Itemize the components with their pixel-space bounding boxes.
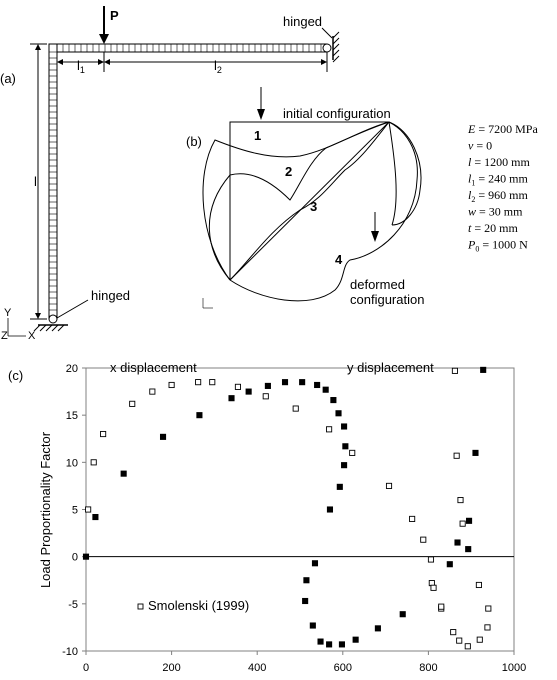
data-point-open [210, 380, 215, 385]
curve-number-3: 3 [310, 199, 318, 214]
top-hinge-icon [323, 44, 331, 52]
data-point-open [293, 406, 298, 411]
data-point-filled [341, 463, 346, 468]
x-tick-label: 400 [248, 662, 267, 674]
data-point-filled [246, 389, 251, 394]
data-point-open [421, 537, 426, 542]
data-point-filled [312, 561, 317, 566]
data-point-open [410, 516, 415, 521]
data-point-open [235, 384, 240, 389]
vertical-column [49, 44, 57, 319]
bottom-hinge-label: hinged [91, 288, 131, 303]
curve-number-2: 2 [285, 164, 293, 179]
annotation-y-displacement: y displacement [347, 360, 434, 375]
y-tick-label: -5 [68, 598, 78, 611]
data-point-filled [265, 383, 270, 388]
top-hinge-leader [322, 28, 332, 38]
deformed-curve-2 [209, 122, 389, 280]
data-point-open [386, 483, 391, 488]
data-point-open [477, 637, 482, 642]
dim-l1-arrow-left [57, 59, 63, 65]
data-point-filled [455, 540, 460, 545]
data-point-filled [327, 642, 332, 647]
data-point-filled [121, 471, 126, 476]
property-row: $l_1 = 240$ mm [468, 171, 528, 188]
data-point-filled [229, 396, 234, 401]
x-tick-label: 0 [82, 662, 90, 674]
data-point-open [485, 625, 490, 630]
dim-l2-label: $l_2$ [214, 58, 222, 75]
y-tick-label: 15 [65, 410, 78, 423]
property-row: E = 7200 MPa [468, 122, 538, 136]
deformed-label-line-1: deformed [350, 277, 405, 292]
data-point-open [91, 460, 96, 465]
data-point-filled [282, 380, 287, 385]
material-properties [467, 122, 538, 254]
data-point-filled [310, 623, 315, 628]
y-tick-label: 10 [65, 457, 78, 470]
data-point-open [431, 585, 436, 590]
data-point-filled [327, 507, 332, 512]
bottom-hinge-icon [49, 315, 57, 323]
property-row: $P_0 = 1000$ N [468, 237, 528, 254]
y-tick-label: 20 [65, 363, 78, 375]
data-point-open [452, 368, 457, 373]
property-row: ν = 0 [468, 138, 493, 153]
data-point-filled [197, 413, 202, 418]
data-point-open [428, 557, 433, 562]
data-point-open [169, 382, 174, 387]
data-point-open [460, 521, 465, 526]
triad-x-label: X [28, 330, 36, 342]
data-point-filled [343, 444, 348, 449]
legend-marker-open-square [138, 604, 143, 609]
deformed-curve-1 [203, 122, 389, 280]
dim-l-arrow-bottom [35, 313, 41, 319]
dim-l2-arrow-right [321, 59, 327, 65]
y-tick-label: -10 [62, 646, 78, 658]
data-point-filled [83, 554, 88, 559]
dim-l2-arrow-left [104, 59, 110, 65]
deformed-label-line-2: configuration [350, 292, 425, 307]
annotation-x-displacement: x displacement [110, 360, 197, 375]
data-point-filled [331, 397, 336, 402]
data-point-filled [375, 626, 380, 631]
data-point-open [458, 497, 463, 502]
data-point-filled [323, 387, 328, 392]
data-point-filled [481, 367, 486, 372]
initial-configuration-label: initial configuration [283, 106, 391, 121]
data-point-open [457, 638, 462, 643]
data-point-filled [339, 642, 344, 647]
data-point-open [350, 450, 355, 455]
data-point-open [439, 604, 444, 609]
top-hinge-label: hinged [283, 14, 323, 29]
panel-c-label: (c) [8, 368, 24, 383]
data-point-filled [466, 518, 471, 523]
curve-number-4: 4 [335, 252, 343, 267]
data-point-filled [400, 612, 405, 617]
initial-load-arrow-head [257, 109, 265, 120]
y-tick-label: 5 [71, 504, 78, 517]
data-point-filled [300, 380, 305, 385]
data-point-filled [341, 424, 346, 429]
y-axis-label: Load Proportionality Factor [38, 431, 53, 589]
data-point-open [263, 394, 268, 399]
data-point-open [476, 582, 481, 587]
triad-z-label: Z [1, 330, 8, 342]
top-support-hatch [333, 32, 339, 62]
curve-numbers [254, 128, 343, 267]
data-point-open [196, 380, 201, 385]
property-row: w = 30 mm [468, 204, 523, 219]
y-axis-ticks [62, 363, 86, 658]
data-point-open [101, 431, 106, 436]
x-tick-label: 200 [162, 662, 181, 674]
data-point-open [150, 389, 155, 394]
data-point-open [486, 606, 491, 611]
data-point-filled [318, 639, 323, 644]
dim-l1-label: $l_1$ [77, 58, 85, 75]
curve-number-1: 1 [254, 128, 262, 143]
bottom-hinge-leader [57, 300, 88, 318]
property-row: $l_2 = 960$ mm [468, 188, 528, 204]
data-point-open [451, 630, 456, 635]
data-point-filled [315, 382, 320, 387]
load-arrow-head [99, 34, 109, 44]
data-point-filled [304, 578, 309, 583]
data-point-filled [337, 484, 342, 489]
x-tick-label: 800 [419, 662, 438, 674]
chart-points [83, 367, 491, 649]
data-point-open [465, 644, 470, 649]
data-point-open [454, 453, 459, 458]
data-point-open [86, 507, 91, 512]
dimension-l [30, 44, 47, 319]
legend-label: Smolenski (1999) [148, 598, 250, 613]
load-label: P [110, 8, 119, 23]
property-row: t = 20 mm [468, 221, 518, 235]
dim-l1-arrow-right [98, 59, 104, 65]
panel-b-label: (b) [186, 134, 202, 149]
x-tick-label: 600 [333, 662, 352, 674]
bottom-support-hatch [34, 325, 64, 331]
data-point-filled [336, 411, 341, 416]
data-point-filled [303, 598, 308, 603]
x-tick-label: 1000 [501, 662, 527, 674]
data-point-filled [447, 562, 452, 567]
property-row: l = 1200 mm [468, 155, 530, 169]
data-point-filled [466, 547, 471, 552]
dim-l-arrow-top [35, 44, 41, 50]
data-point-filled [93, 514, 98, 519]
data-point-filled [473, 450, 478, 455]
triad-y-label: Y [4, 307, 12, 319]
deformed-curve-4-right [389, 122, 421, 225]
dim-l-label: l [34, 174, 37, 189]
x-axis-ticks [83, 651, 526, 674]
data-point-open [327, 427, 332, 432]
panel-c [8, 360, 526, 674]
y-tick-label: 0 [71, 551, 78, 564]
panel-a-label: (a) [0, 71, 16, 86]
data-point-filled [160, 434, 165, 439]
deformed-curve-4-left [389, 122, 396, 225]
data-point-filled [353, 637, 358, 642]
deformed-load-arrow-head [371, 231, 379, 242]
panel-b [186, 87, 424, 308]
data-point-open [130, 401, 135, 406]
